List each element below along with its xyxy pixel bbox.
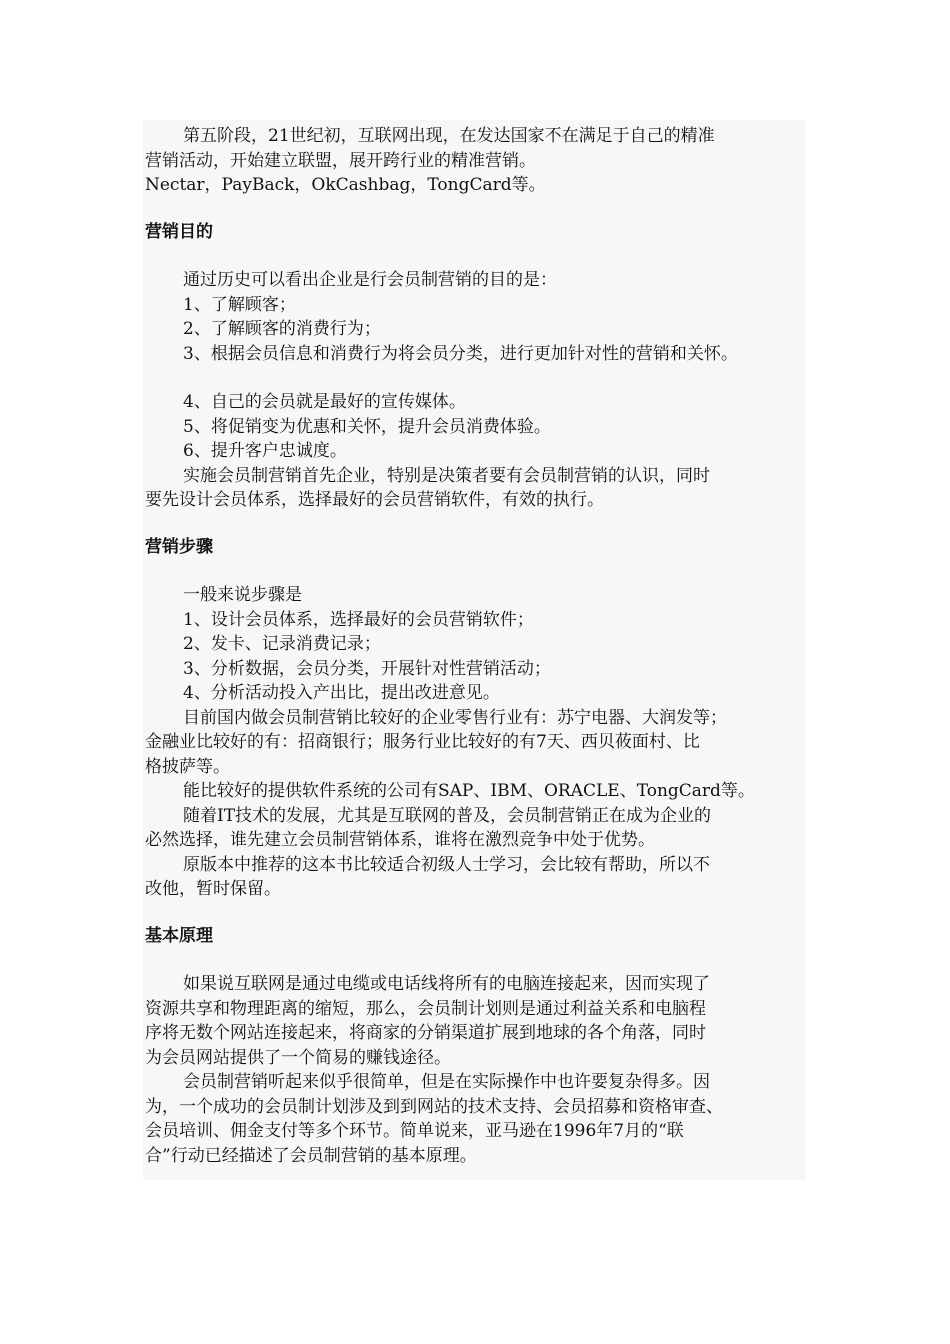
steps-item-3: 3、分析数据，会员分类，开展针对性营销活动； bbox=[183, 658, 551, 679]
principle-para1-line-2: 资源共享和物理距离的缩短，那么，会员制计划则是通过利益关系和电脑程 bbox=[145, 998, 706, 1019]
steps-para4-line-1: 原版本中推荐的这本书比较适合初级人士学习，会比较有帮助，所以不 bbox=[183, 854, 710, 875]
document-body bbox=[145, 124, 835, 1168]
heading-marketing-steps: 营销步骤 bbox=[145, 536, 213, 557]
steps-para4-line-2: 改他，暂时保留。 bbox=[145, 879, 281, 899]
purpose-item-3: 3、根据会员信息和消费行为将会员分类，进行更加针对性的营销和关怀。 bbox=[183, 343, 738, 364]
purpose-item-4: 4、自己的会员就是最好的宣传媒体。 bbox=[183, 392, 466, 412]
steps-para1-line-3: 格披萨等。 bbox=[145, 756, 230, 777]
purpose-item-2: 2、了解顾客的消费行为； bbox=[183, 319, 381, 339]
principle-para1-line-3: 序将无数个网站连接起来，将商家的分销渠道扩展到地球的各个角落，同时 bbox=[145, 1023, 706, 1043]
heading-basic-principle: 基本原理 bbox=[145, 925, 213, 946]
purpose-closing-line-2: 要先设计会员体系，选择最好的会员营销软件，有效的执行。 bbox=[145, 490, 604, 510]
principle-para2-line-3: 会员培训、佣金支付等多个环节。简单说来，亚马逊在1996年7月的“联 bbox=[145, 1121, 684, 1141]
principle-para2-line-1: 会员制营销听起来似乎很简单，但是在实际操作中也许要复杂得多。因 bbox=[183, 1072, 710, 1092]
intro-line-2: 营销活动，开始建立联盟，展开跨行业的精准营销。 bbox=[145, 150, 536, 171]
principle-para1-line-4: 为会员网站提供了一个简易的赚钱途径。 bbox=[145, 1047, 451, 1068]
purpose-closing-line-1: 实施会员制营销首先企业，特别是决策者要有会员制营销的认识，同时 bbox=[183, 465, 710, 486]
steps-para3-line-1: 随着IT技术的发展，尤其是互联网的普及，会员制营销正在成为企业的 bbox=[183, 805, 712, 826]
purpose-item-6: 6、提升客户忠诚度。 bbox=[183, 441, 347, 461]
steps-para1-line-2: 金融业比较好的有：招商银行；服务行业比较好的有7天、西贝莜面村、比 bbox=[145, 732, 700, 752]
intro-line-1: 第五阶段，21世纪初，互联网出现，在发达国家不在满足于自己的精准 bbox=[183, 126, 715, 146]
steps-para1-line-1: 目前国内做会员制营销比较好的企业零售行业有：苏宁电器、大润发等； bbox=[183, 707, 727, 728]
steps-para2-line-1: 能比较好的提供软件系统的公司有SAP、IBM、ORACLE、TongCard等。 bbox=[183, 781, 755, 801]
principle-para2-line-2: 为，一个成功的会员制计划涉及到到网站的技术支持、会员招募和资格审查、 bbox=[145, 1096, 723, 1117]
purpose-item-5: 5、将促销变为优惠和关怀，提升会员消费体验。 bbox=[183, 416, 551, 437]
principle-para2-line-4: 合”行动已经描述了会员制营销的基本原理。 bbox=[145, 1145, 477, 1166]
purpose-intro: 通过历史可以看出企业是行会员制营销的目的是： bbox=[183, 270, 557, 290]
intro-line-3: Nectar，PayBack，OkCashbag，TongCard等。 bbox=[145, 175, 546, 195]
steps-item-4: 4、分析活动投入产出比，提出改进意见。 bbox=[183, 683, 500, 703]
steps-intro: 一般来说步骤是 bbox=[183, 585, 302, 605]
steps-item-2: 2、发卡、记录消费记录； bbox=[183, 634, 381, 654]
steps-para3-line-2: 必然选择，谁先建立会员制营销体系，谁将在激烈竞争中处于优势。 bbox=[145, 830, 655, 850]
heading-marketing-purpose: 营销目的 bbox=[145, 221, 213, 242]
principle-para1-line-1: 如果说互联网是通过电缆或电话线将所有的电脑连接起来，因而实现了 bbox=[183, 974, 710, 994]
purpose-item-1: 1、了解顾客； bbox=[183, 294, 296, 315]
steps-item-1: 1、设计会员体系，选择最好的会员营销软件； bbox=[183, 609, 534, 630]
